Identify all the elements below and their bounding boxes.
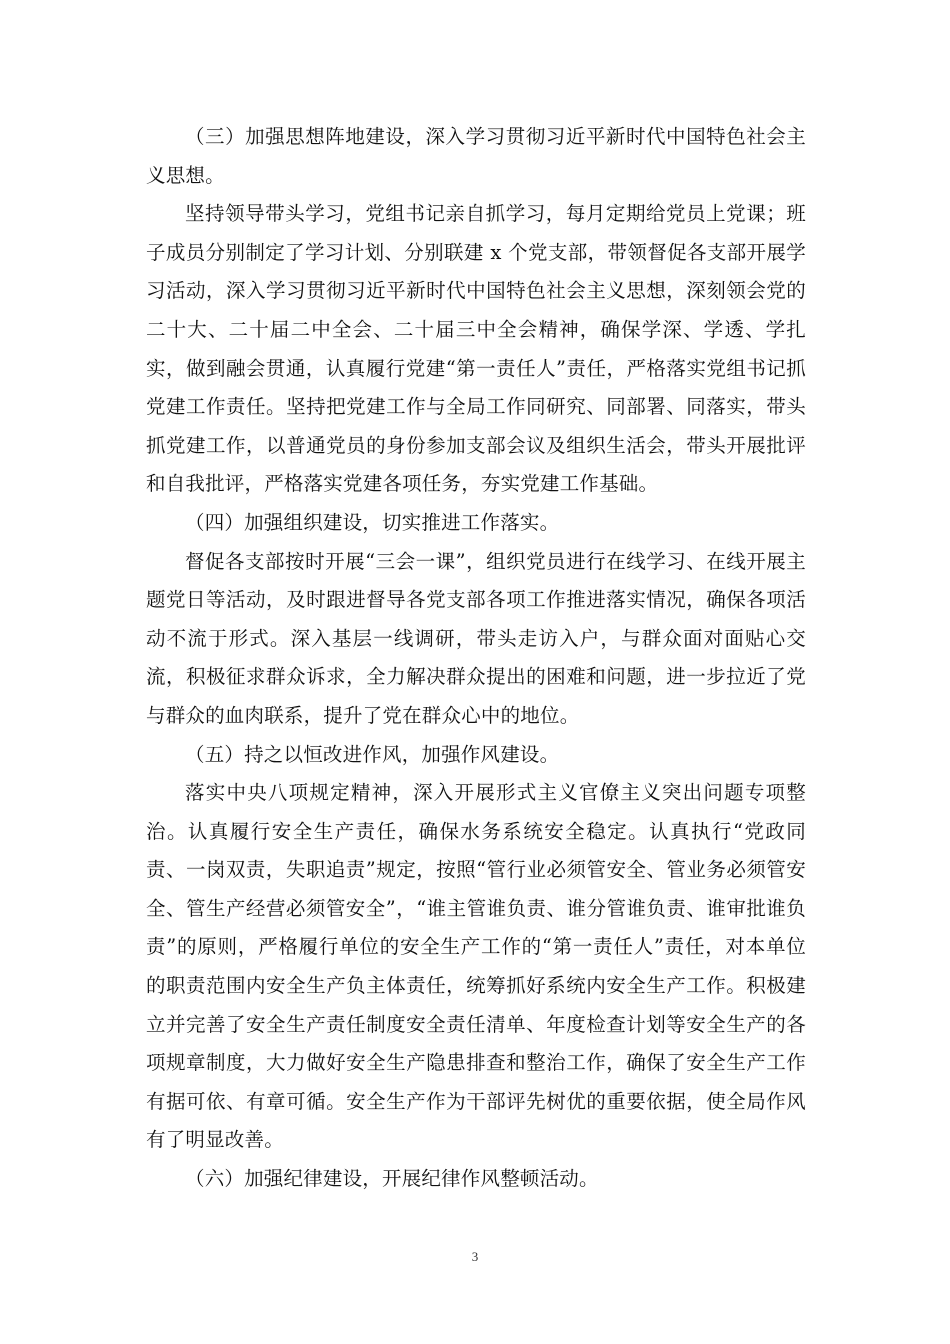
body-paragraph: 督促各支部按时开展“三会一课”，组织党员进行在线学习、在线开展主题党日等活动，及时跟进督导各党支部各项工作推进落实情况，确保各项活动不流于形式。深入基层一线调研，带头走访入户，与群众面对面贴心交流，积极征求群众诉求，全力解决群众提出的困难和问题，进一步拉近了党与群众的血肉联系，提升了党在群众心中的地位。	[146, 549, 806, 727]
page-number: 3	[471, 1249, 479, 1264]
section-heading-5: （五）持之以恒改进作风，加强作风建设。	[185, 742, 560, 766]
body-paragraph: 坚持领导带头学习，党组书记亲自抓学习，每月定期给党员上党课；班子成员分别制定了学习计划、分别联建 x 个党支部，带领督促各支部开展学习活动，深入学习贯彻习近平新时代中国特色社会主义思想，深刻领会党的二十大、二十届二中全会、二十届三中全会精神，确保学深、学透、学扎实，做到融会贯通，认真履行党建“第一责任人”责任，严格落实党组书记抓党建工作责任。坚持把党建工作与全局工作同研究、同部署、同落实，带头抓党建工作，以普通党员的身份参加支部会议及组织生活会，带头开展批评和自我批评，严格落实党建各项任务，夯实党建工作基础。	[146, 202, 806, 496]
document-body	[146, 118, 806, 1199]
section-heading-6: （六）加强纪律建设，开展纪律作风整顿活动。	[185, 1167, 599, 1191]
section-heading-3: （三）加强思想阵地建设，深入学习贯彻习近平新时代中国特色社会主义思想。	[146, 125, 806, 187]
body-paragraph: 落实中央八项规定精神，深入开展形式主义官僚主义突出问题专项整治。认真履行安全生产责任，确保水务系统安全稳定。认真执行“党政同责、一岗双责，失职追责”规定，按照“管行业必须管安全、管业务必须管安全、管生产经营必须管安全”，“谁主管谁负责、谁分管谁负责、谁审批谁负责”的原则，严格履行单位的安全生产工作的“第一责任人”责任，对本单位的职责范围内安全生产负主体责任，统筹抓好系统内安全生产工作。积极建立并完善了安全生产责任制度安全责任清单、年度检查计划等安全生产的各项规章制度，大力做好安全生产隐患排查和整治工作，确保了安全生产工作有据可依、有章可循。安全生产作为干部评先树优的重要依据，使全局作风有了明显改善。	[146, 781, 806, 1152]
section-heading-4: （四）加强组织建设，切实推进工作落实。	[185, 510, 560, 534]
